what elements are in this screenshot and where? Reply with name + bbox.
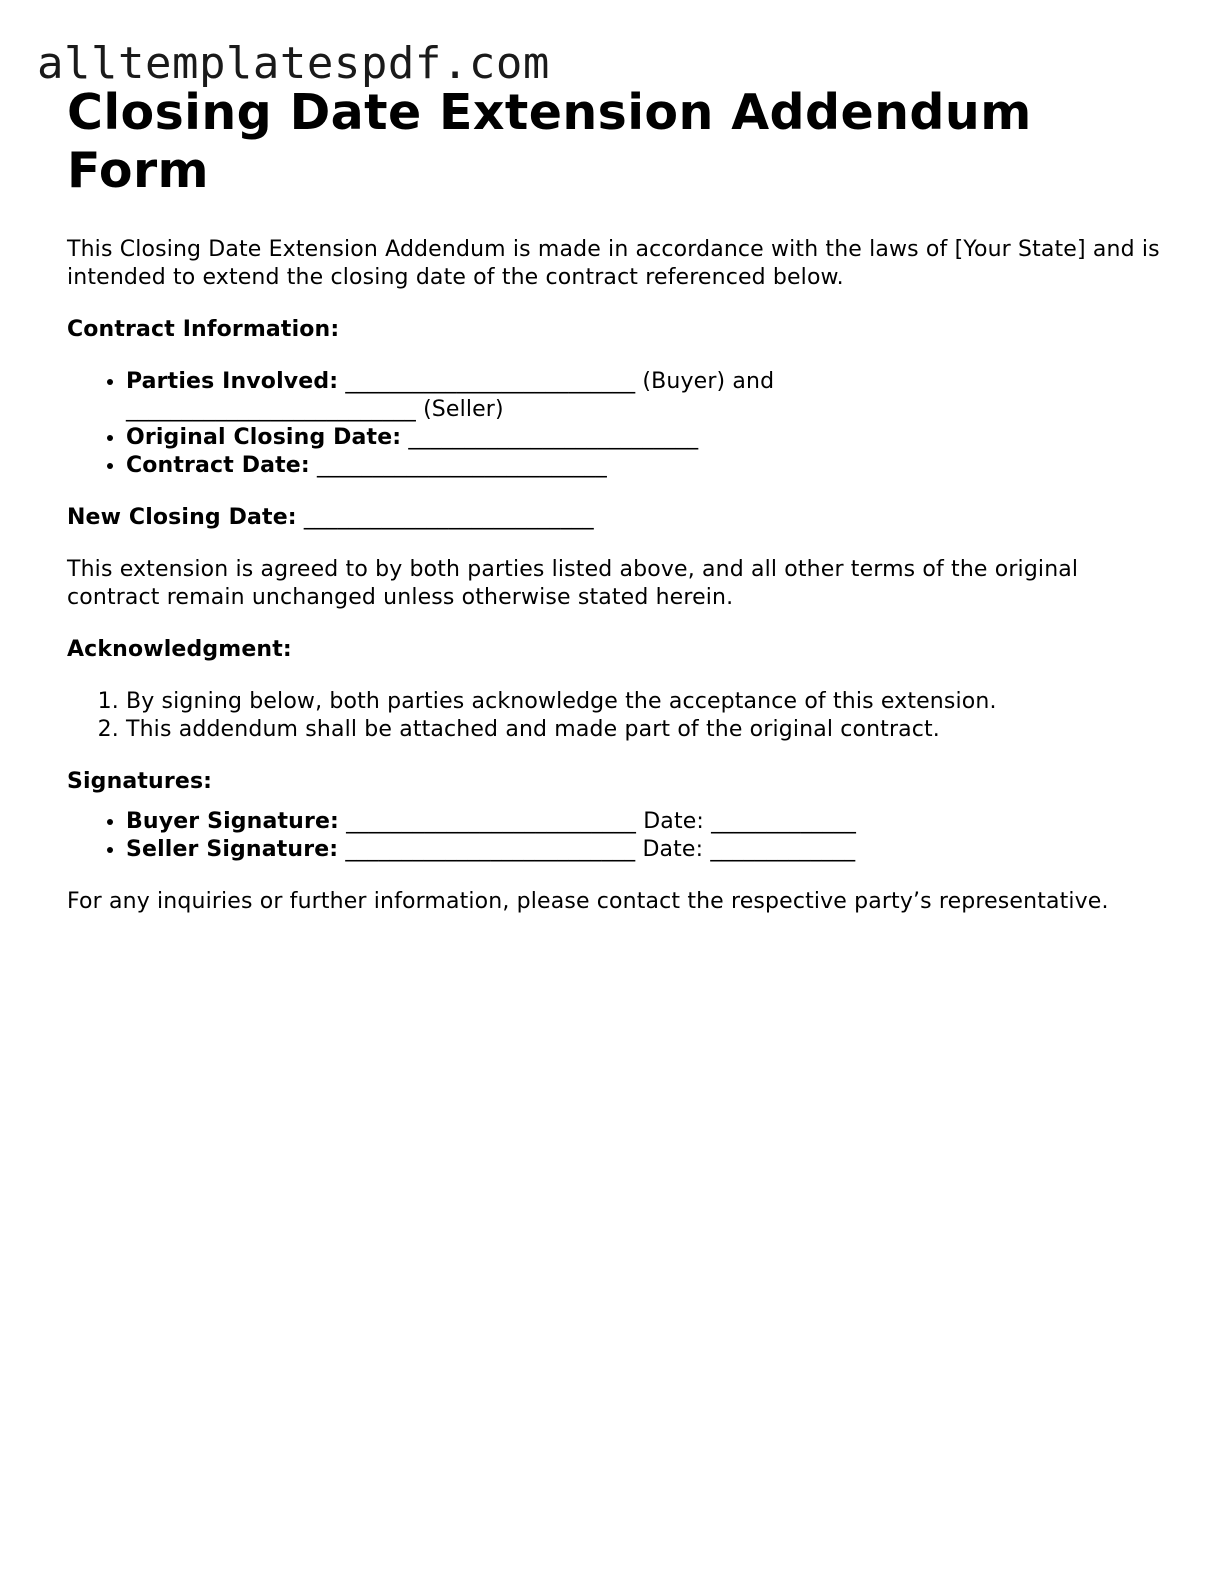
parties-label: Parties Involved: — [126, 369, 339, 394]
seller-signature-item — [126, 836, 1167, 864]
buyer-signature-label: Buyer Signature: — [126, 809, 339, 834]
acknowledgment-list — [67, 688, 1167, 744]
contract-date-field[interactable]: __________________________ — [316, 453, 607, 478]
original-closing-item — [126, 424, 1167, 452]
buyer-suffix: (Buyer) and — [642, 369, 775, 394]
contract-date-item — [126, 452, 1167, 480]
signatures-list — [67, 808, 1167, 864]
intro-paragraph: This Closing Date Extension Addendum is made in accordance with the laws of [Your State] and is intended to extend the closing date of the contract referenced below. — [67, 237, 1160, 290]
acknowledgment-item: 2. This addendum shall be attached and made part of the original contract. — [126, 716, 1167, 744]
original-closing-label: Original Closing Date: — [126, 425, 402, 450]
buyer-name-field[interactable]: __________________________ — [345, 369, 636, 394]
buyer-date-label: Date: — [643, 809, 704, 834]
parties-involved-item — [126, 368, 1167, 424]
acknowledgment-item: 1. By signing below, both parties acknowledge the acceptance of this extension. — [126, 688, 1167, 716]
watermark: alltemplatespdf.com — [37, 38, 550, 89]
new-closing-field[interactable]: __________________________ — [303, 505, 594, 530]
new-closing-label: New Closing Date: — [67, 505, 297, 530]
extension-paragraph: This extension is agreed to by both parties listed above, and all other terms of the original contract remain unchanged unless otherwise stated herein. — [67, 557, 1079, 610]
signatures-heading: Signatures: — [67, 769, 213, 794]
buyer-date-field[interactable]: _____________ — [711, 809, 857, 834]
contract-date-label: Contract Date: — [126, 453, 310, 478]
seller-date-label: Date: — [642, 837, 704, 862]
document-body — [67, 84, 1167, 916]
contract-info-heading: Contract Information: — [67, 317, 340, 342]
seller-name-field[interactable]: __________________________ — [126, 397, 416, 422]
seller-signature-label: Seller Signature: — [126, 837, 339, 862]
contract-info-list — [67, 368, 1167, 480]
page-title: Closing Date Extension Addendum Form — [67, 84, 1032, 199]
original-closing-field[interactable]: __________________________ — [408, 425, 699, 450]
buyer-signature-item — [126, 808, 1167, 836]
acknowledgment-heading: Acknowledgment: — [67, 637, 292, 662]
seller-date-field[interactable]: _____________ — [710, 837, 856, 862]
buyer-signature-field[interactable]: __________________________ — [346, 809, 637, 834]
footer-paragraph: For any inquiries or further information, please contact the respective party’s representative. — [67, 889, 1109, 914]
seller-suffix: (Seller) — [423, 397, 504, 422]
seller-signature-field[interactable]: __________________________ — [345, 837, 636, 862]
new-closing-line — [67, 504, 1167, 532]
